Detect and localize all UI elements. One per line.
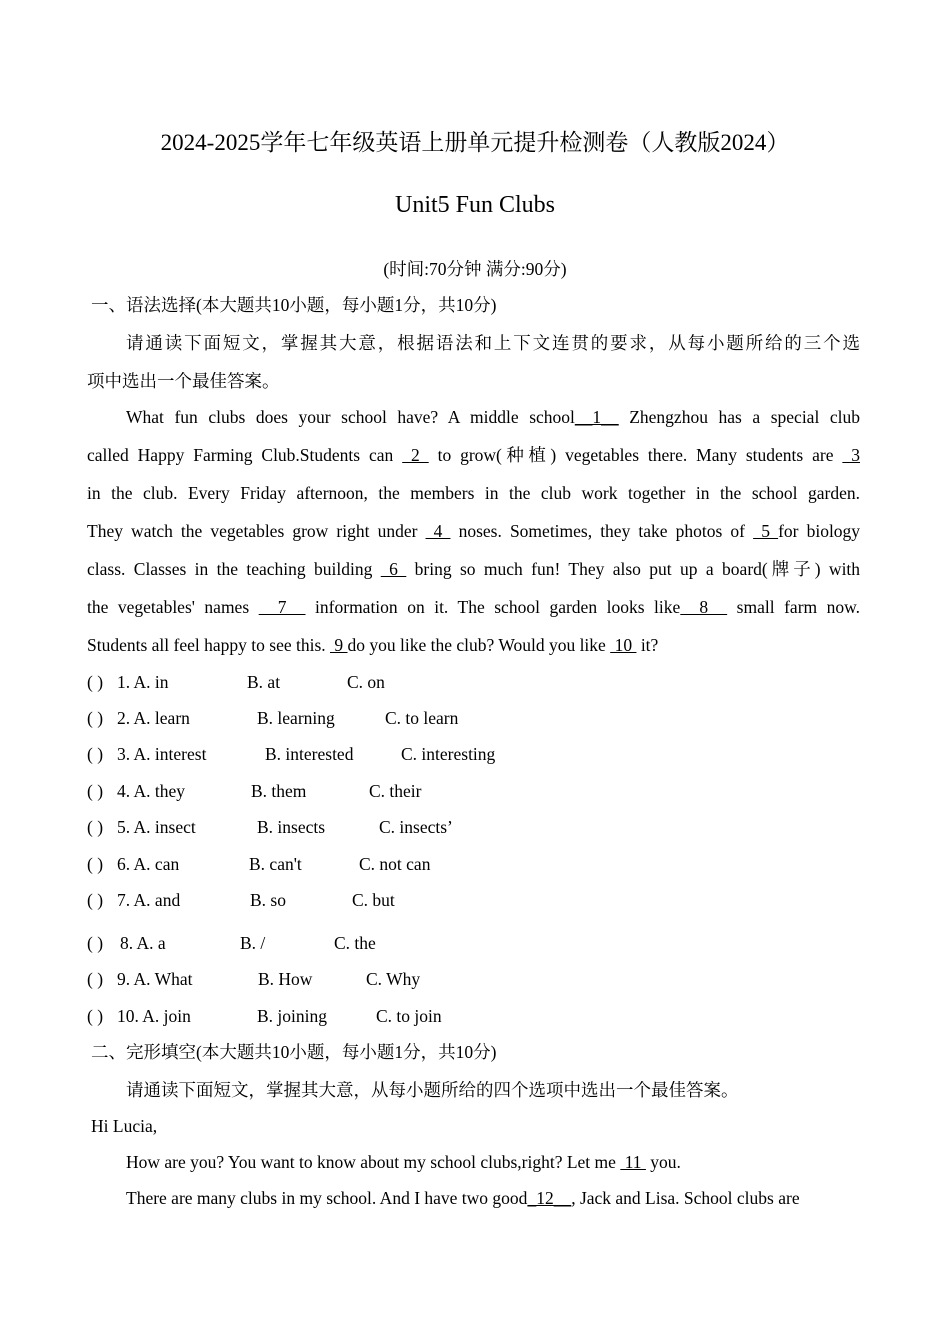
- option-b: B. joining: [257, 1006, 328, 1026]
- text: What fun clubs does your school have? A middle school: [126, 407, 575, 427]
- text: Zhengzhou has a special club: [629, 407, 861, 427]
- option-c: C. interesting: [401, 744, 496, 764]
- text: you.: [650, 1152, 681, 1172]
- blank-4: 4: [425, 521, 451, 541]
- option-c: C. on: [347, 672, 385, 692]
- blank-6: 6: [380, 559, 407, 579]
- blank-9: 9: [330, 635, 348, 655]
- text: Students all feel happy to see this.: [87, 635, 326, 655]
- option-c: C. not can: [359, 854, 431, 874]
- option-c: C. to join: [376, 1006, 442, 1026]
- question-10: [87, 1004, 442, 1028]
- question-5: [87, 815, 453, 839]
- text: to grow(种植) vegetables there. Many students are: [437, 445, 834, 465]
- question-8: [87, 931, 376, 955]
- text: , Jack and Lisa. School clubs are: [571, 1188, 800, 1208]
- option-b: B. /: [240, 933, 266, 953]
- blank-2: 2: [402, 445, 429, 465]
- answer-paren[interactable]: ( ): [87, 854, 104, 874]
- text: do you like the club? Would you like: [347, 635, 606, 655]
- text: for biology: [778, 521, 861, 541]
- time-score: (时间:70分钟 满分:90分): [383, 259, 567, 279]
- question-1: [87, 670, 385, 694]
- blank-10: 10: [610, 635, 637, 655]
- section1-heading: 一、语法选择(本大题共10小题，每小题1分，共10分): [91, 295, 497, 315]
- text: information on it. The school garden looks like: [315, 597, 681, 617]
- passage-line-2: [87, 443, 860, 467]
- question-3: [87, 742, 495, 766]
- section2-heading: 二、完形填空(本大题共10小题，每小题1分，共10分): [91, 1042, 497, 1062]
- option-a: 8. A. a: [120, 933, 166, 953]
- text: small farm now.: [736, 597, 861, 617]
- passage-line-4: [87, 519, 860, 543]
- option-a: 5. A. insect: [117, 817, 196, 837]
- blank-11: 11: [620, 1152, 646, 1172]
- text: class. Classes in the teaching building: [87, 559, 373, 579]
- blank-5: 5: [753, 521, 779, 541]
- option-b: B. interested: [265, 744, 354, 764]
- option-a: 7. A. and: [117, 890, 181, 910]
- text: noses. Sometimes, they take photos of: [458, 521, 746, 541]
- option-a: 9. A. What: [117, 969, 193, 989]
- option-a: 3. A. interest: [117, 744, 207, 764]
- answer-paren[interactable]: ( ): [87, 933, 104, 953]
- section2-instruction: 请通读下面短文，掌握其大意，从每小题所给的四个选项中选出一个最佳答案。: [126, 1080, 739, 1100]
- letter-greeting: Hi Lucia,: [91, 1116, 158, 1136]
- question-4: [87, 779, 422, 803]
- section1-instruction-line2: 项中选出一个最佳答案。: [87, 371, 280, 391]
- option-a: 6. A. can: [117, 854, 180, 874]
- option-c: C. their: [369, 781, 422, 801]
- option-a: 2. A. learn: [117, 708, 190, 728]
- option-a: 4. A. they: [117, 781, 186, 801]
- answer-paren[interactable]: ( ): [87, 817, 104, 837]
- question-7: [87, 888, 395, 912]
- option-b: B. How: [258, 969, 313, 989]
- text: the vegetables' names: [87, 597, 250, 617]
- text: How are you? You want to know about my school clubs,right? Let me: [126, 1152, 616, 1172]
- option-c: C. insects’: [379, 817, 453, 837]
- option-a: 1. A. in: [117, 672, 169, 692]
- letter-line-1: [126, 1150, 681, 1174]
- option-b: B. so: [250, 890, 286, 910]
- exam-title: 2024-2025学年七年级英语上册单元提升检测卷（人教版2024）: [160, 130, 790, 155]
- text: called Happy Farming Club.Students can: [87, 445, 394, 465]
- answer-paren[interactable]: ( ): [87, 781, 104, 801]
- option-c: C. Why: [366, 969, 421, 989]
- text: There are many clubs in my school. And I have two good: [126, 1188, 528, 1208]
- passage-line-3: in the club. Every Friday afternoon, the members in the club work together in the school garden.: [87, 483, 860, 503]
- question-2: [87, 706, 458, 730]
- option-c: C. but: [352, 890, 395, 910]
- passage-line-5: [87, 557, 860, 581]
- answer-paren[interactable]: ( ): [87, 890, 104, 910]
- answer-paren[interactable]: ( ): [87, 672, 104, 692]
- blank-12: _12__: [527, 1188, 572, 1208]
- text: it?: [640, 635, 659, 655]
- letter-line-2: [126, 1186, 800, 1210]
- option-b: B. them: [251, 781, 307, 801]
- option-b: B. at: [247, 672, 281, 692]
- blank-3: 3: [842, 445, 860, 465]
- option-c: C. the: [334, 933, 376, 953]
- answer-paren[interactable]: ( ): [87, 744, 104, 764]
- passage-line-1: [126, 405, 860, 429]
- text: bring so much fun! They also put up a board(牌子) with: [414, 559, 861, 579]
- blank-7: 7: [258, 597, 306, 617]
- passage-line-6: [87, 595, 860, 619]
- blank-1: __1__: [574, 407, 619, 427]
- unit-title: Unit5 Fun Clubs: [394, 192, 556, 218]
- answer-paren[interactable]: ( ): [87, 1006, 104, 1026]
- option-b: B. insects: [257, 817, 326, 837]
- question-9: [87, 967, 420, 991]
- question-6: [87, 852, 430, 876]
- passage-line-7: [87, 633, 658, 657]
- answer-paren[interactable]: ( ): [87, 969, 104, 989]
- answer-paren[interactable]: ( ): [87, 708, 104, 728]
- section1-instruction-line1: 请通读下面短文，掌握其大意，根据语法和上下文连贯的要求，从每小题所给的三个选: [126, 333, 860, 353]
- option-b: B. can't: [249, 854, 302, 874]
- blank-8: 8: [680, 597, 728, 617]
- option-c: C. to learn: [385, 708, 459, 728]
- option-a: 10. A. join: [117, 1006, 191, 1026]
- option-b: B. learning: [257, 708, 335, 728]
- text: They watch the vegetables grow right under: [87, 521, 418, 541]
